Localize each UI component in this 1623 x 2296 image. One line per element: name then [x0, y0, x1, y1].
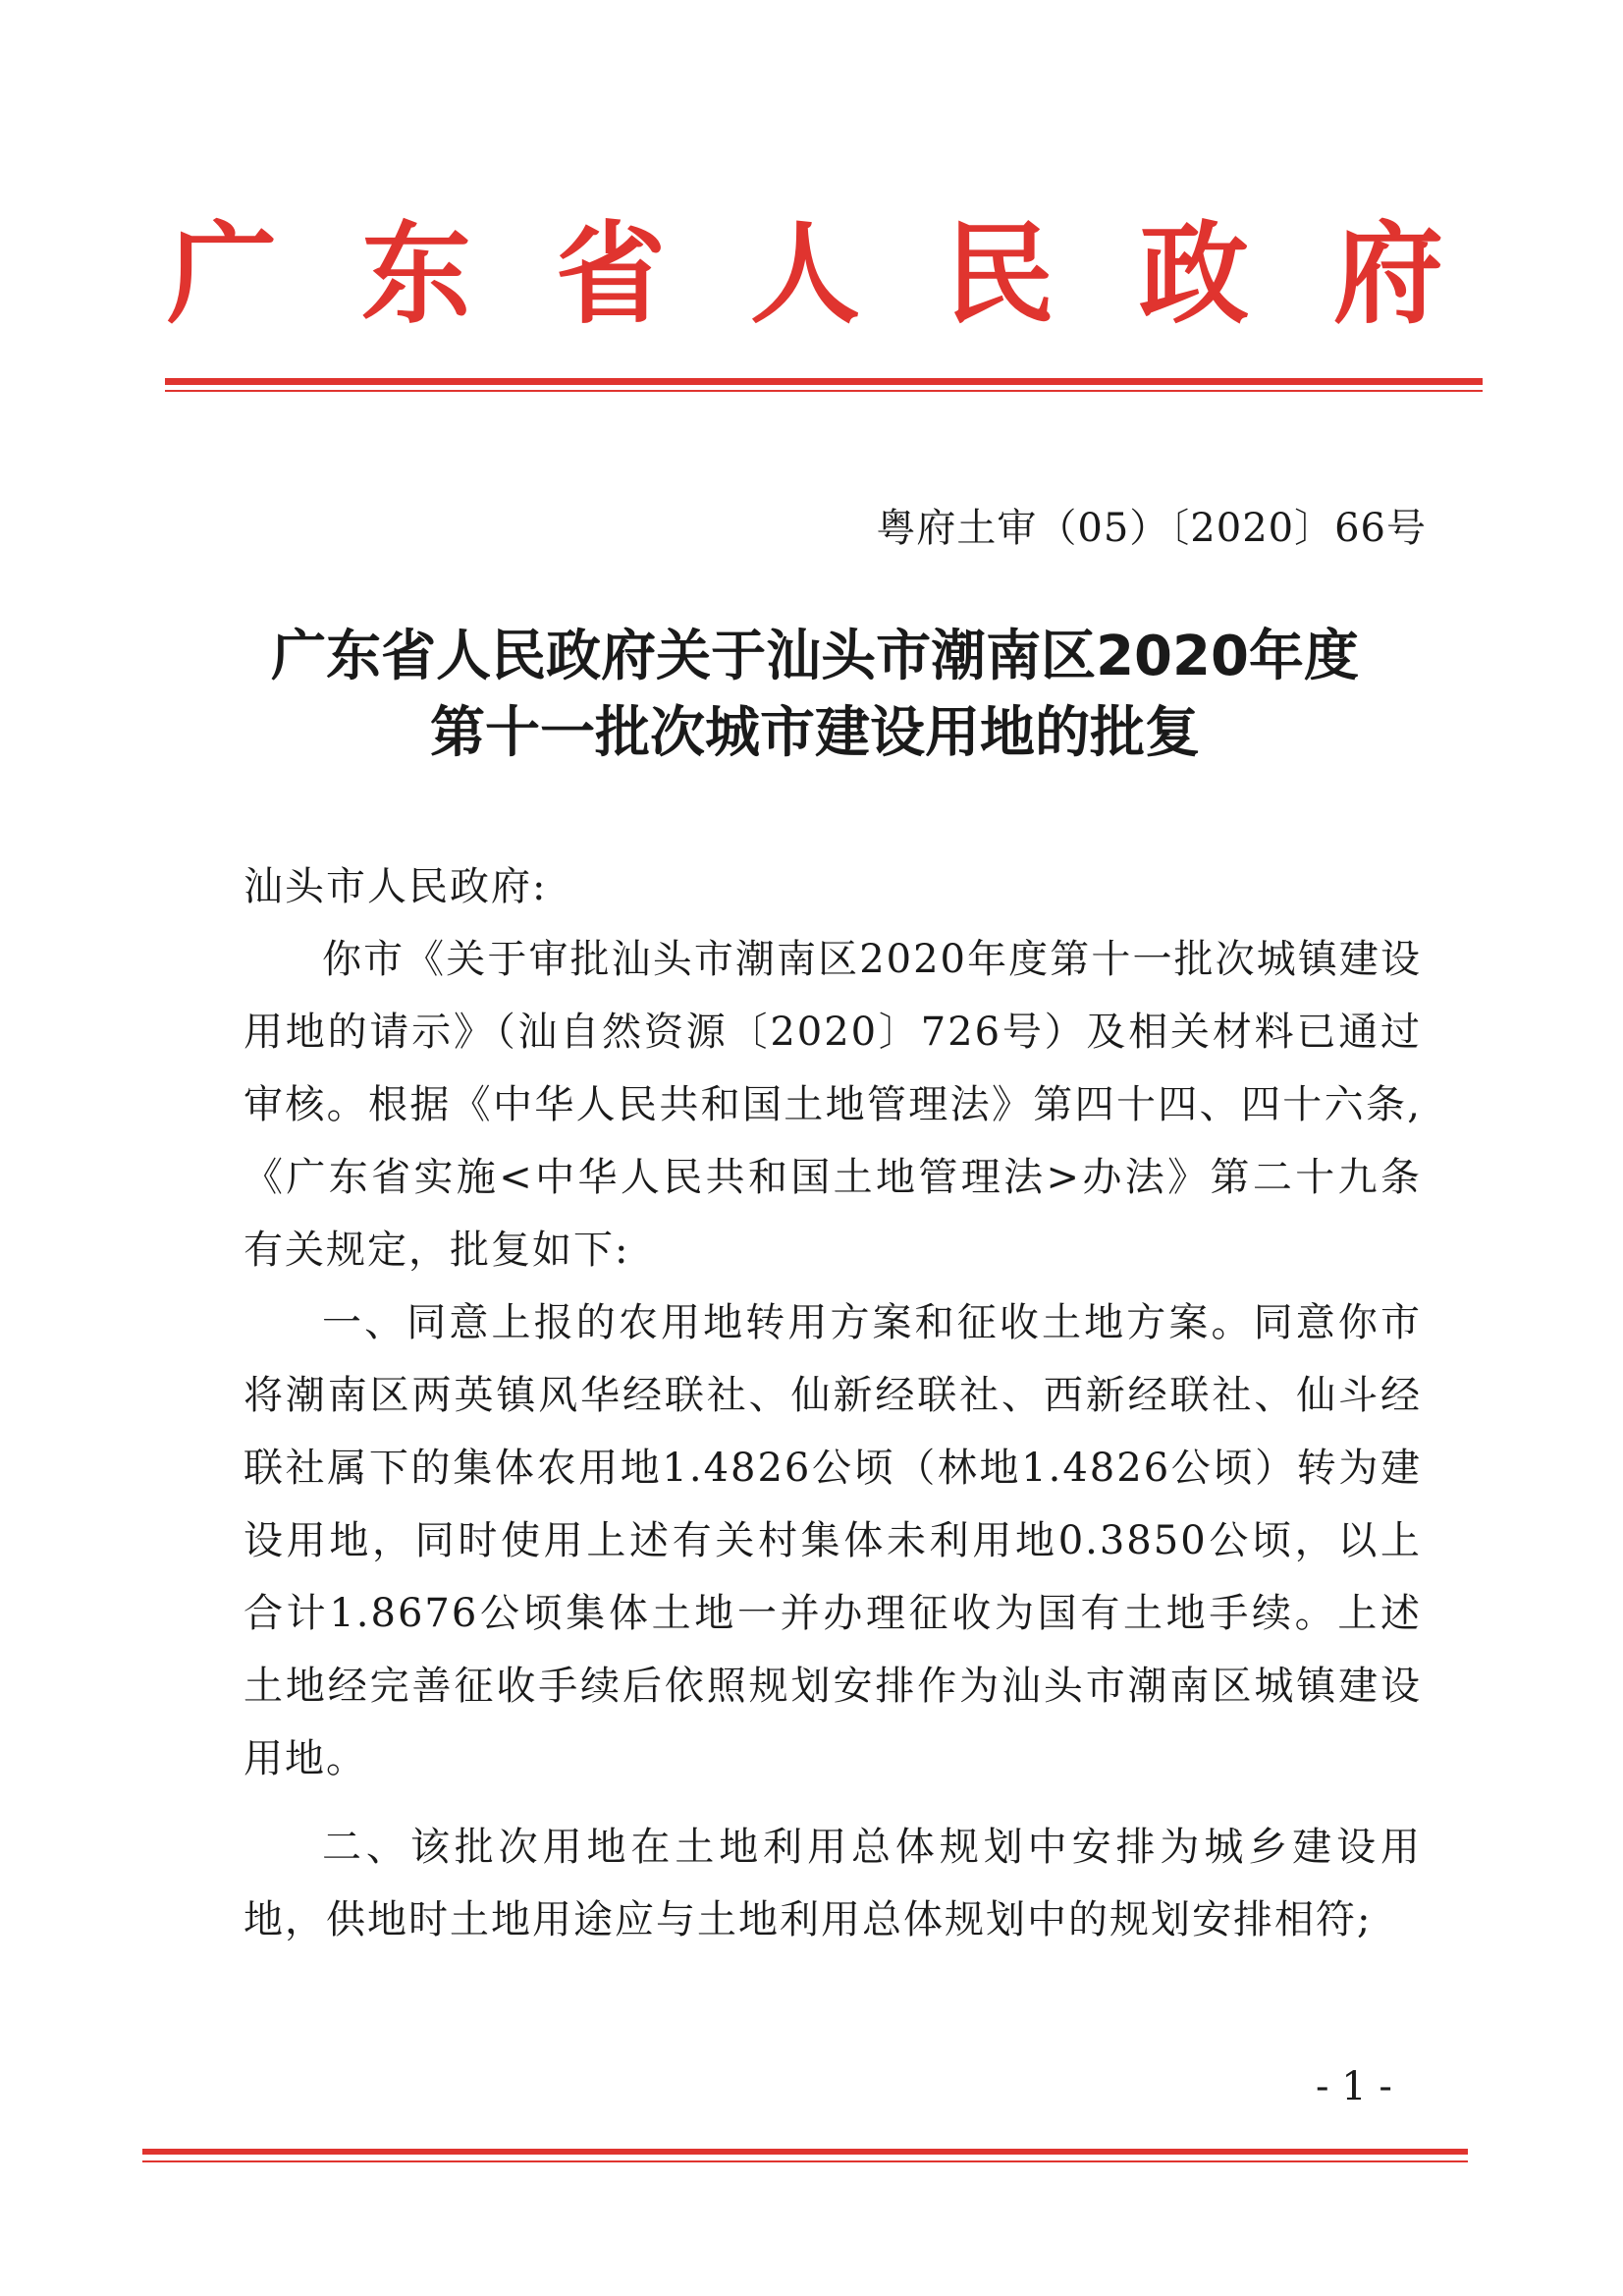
body-paragraph-1: 你市《关于审批汕头市潮南区2020年度第十一批次城镇建设用地的请示》（汕自然资源〔2020〕726号）及相关材料已通过审核。根据《中华人民共和国土地管理法》第四十四、四十六条,《广东省实施<中华人民共和国土地管理法>办法》第二十九条有关规定，批复如下:	[243, 937, 1422, 1273]
issuer-char: 东	[361, 210, 471, 339]
header-rule-thick	[165, 378, 1483, 385]
footer-rule-thin	[142, 2160, 1468, 2162]
addressee: 汕头市人民政府:	[243, 864, 548, 909]
document-title-line-2: 第十一批次城市建设用地的批复	[430, 701, 1200, 765]
document-title-line-1: 广东省人民政府关于汕头市潮南区2020年度	[271, 625, 1359, 688]
document-body	[243, 850, 1422, 1956]
page-number: - 1 -	[1316, 2064, 1392, 2109]
footer-rule-thick	[142, 2149, 1468, 2155]
issuer-char: 广	[167, 210, 277, 339]
issuer-char: 人	[750, 210, 860, 339]
issuer-char: 省	[556, 210, 666, 339]
document-title	[177, 619, 1453, 772]
issuer-char: 府	[1333, 210, 1443, 339]
issuer-header	[167, 196, 1443, 354]
body-paragraph-2: 一、同意上报的农用地转用方案和征收土地方案。同意你市将潮南区两英镇风华经联社、仙新经联社、西新经联社、仙斗经联社属下的集体农用地1.4826公顷（林地1.4826公顷）转为建设用地，同时使用上述有关村集体未利用地0.3850公顷，以上合计1.8676公顷集体土地一并办理征收为国有土地手续。上述土地经完善征收手续后依照规划安排作为汕头市潮南区城镇建设用地。	[243, 1300, 1422, 1781]
issuer-char: 民	[945, 210, 1055, 339]
header-rule-thin	[165, 390, 1483, 392]
issuer-char: 政	[1139, 210, 1249, 339]
document-number: 粤府土审（05）〔2020〕66号	[876, 506, 1427, 551]
body-paragraph-3: 二、该批次用地在土地利用总体规划中安排为城乡建设用地，供地时土地用途应与土地利用总体规划中的规划安排相符;	[243, 1825, 1422, 1942]
